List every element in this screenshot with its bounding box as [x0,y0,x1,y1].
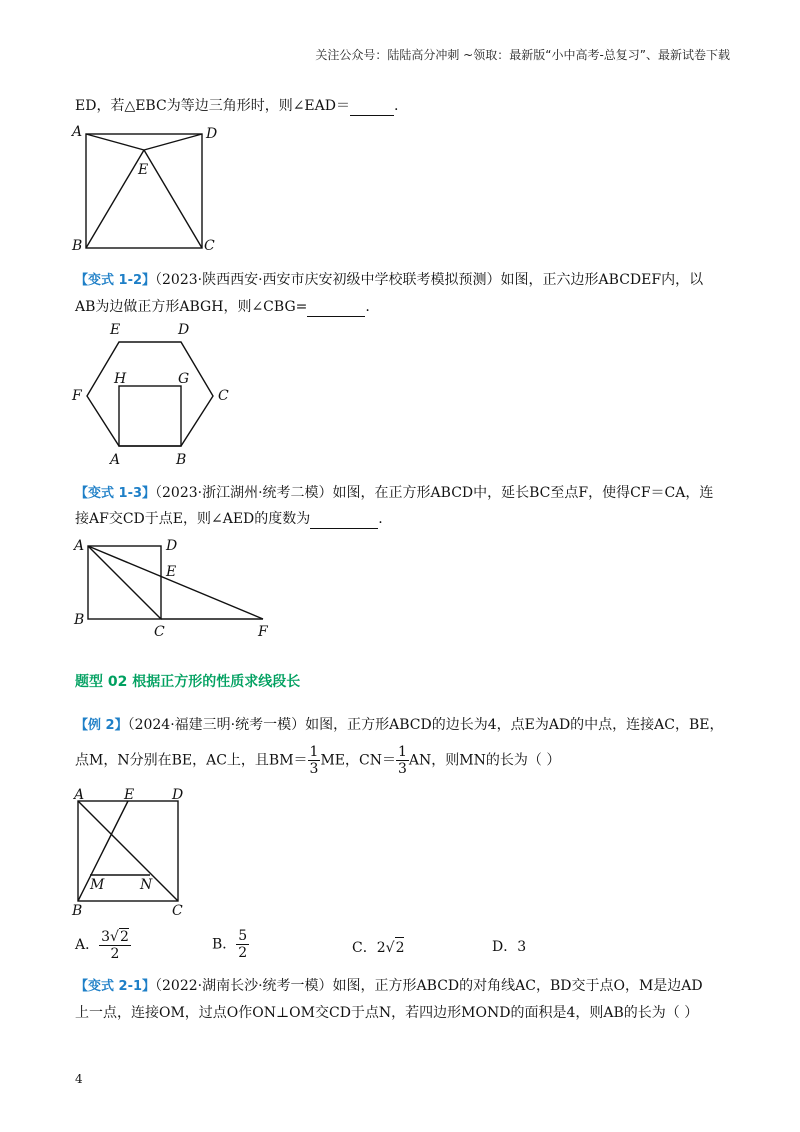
label-F: F [72,388,82,404]
answer-blank [310,513,378,529]
label-G: G [178,371,190,387]
label-N: N [140,877,153,893]
question-text: ED，若△EBC为等边三角形时，则∠EAD＝ [75,98,350,114]
fraction-one-third: $\frac{1}{3}$ [309,744,319,777]
label-F: F [258,624,268,640]
period: . [365,299,370,315]
question-text: （2023·浙江湖州·统考二模）如图，在正方形ABCD中，延长BC至点F，使得CF＝CA，连 [155,485,714,501]
fraction-one-third: $\frac{1}{3}$ [398,744,407,777]
label-C: C [172,903,183,917]
variant-1-2-line1 [75,270,703,291]
variant-1-3-line1 [75,483,713,504]
answer-blank [350,100,394,116]
label-C: C [204,238,215,254]
option-d[interactable] [492,937,526,957]
label-B: B [72,238,83,254]
label-H: H [114,371,127,387]
figure-hexagon-square [68,320,248,470]
question-text: 上一点，连接OM，过点O作ON⊥OM交CD于点N，若四边形MOND的面积是4，则AB的长为（ ） [75,1005,699,1021]
label-B: B [72,903,83,917]
figure-square-extension [68,534,283,644]
label-M: M [90,877,105,893]
page-header: 关注公众号：陆陆高分冲刺 ~领取：最新版“小中高考-总复习”、最新试卷下载 [315,48,730,62]
question-text: 点M，N分别在BE，AC上，且BM＝ [75,752,308,769]
answer-blank [307,301,365,317]
question-text: （2022·湖南长沙·统考一模）如图，正方形ABCD的对角线AC，BD交于点O，M是边AD [155,978,703,994]
variant-1-3-line2 [75,509,383,529]
label-E: E [124,787,135,803]
option-d-value: 3 [517,939,527,955]
variant-2-1-line2 [75,1003,698,1023]
section-heading: 题型 02 根据正方形的性质求线段长 [75,674,301,690]
period: . [378,511,383,527]
label-A: A [110,452,121,468]
label-A: A [74,787,85,803]
example-tag: 【例 2】 [75,718,128,733]
option-label: D． [492,939,518,955]
option-b[interactable] [212,928,249,961]
question-text: （2023·陕西西安·西安市庆安初级中学校联考模拟预测）如图，正六边形ABCDEF内，以 [155,272,704,288]
option-b-value: $\frac{5}{2}$ [238,928,248,961]
label-A: A [72,124,83,140]
label-E: E [138,162,149,178]
option-label: A． [75,937,100,953]
label-D: D [172,787,184,803]
page-number: 4 [75,1072,83,1086]
option-c-coef: 2 [376,940,386,956]
question-text: AN，则MN的长为（ ） [408,752,561,769]
question-text: （2024·福建三明·统考一模）如图，正方形ABCD的边长为4，点E为AD的中点，连接AC，BE， [127,717,724,733]
variant-tag: 【变式 1-2】 [75,273,156,288]
question-text: 接AF交CD于点E，则∠AED的度数为 [75,511,311,527]
label-E: E [166,564,177,580]
option-a[interactable] [75,928,131,962]
variant-2-1-line1 [75,976,703,997]
option-c-radicand: 2 [395,937,405,958]
figure-square-triangle [68,120,228,255]
question-continuation [75,96,398,116]
question-text: ME，CN＝ [320,752,396,769]
figure-square-mn [68,787,198,917]
label-C: C [218,388,229,404]
label-D: D [206,126,218,142]
label-E: E [110,322,121,338]
label-B: B [74,612,85,628]
variant-tag: 【变式 2-1】 [75,979,156,994]
example-2-line1 [75,715,724,736]
label-D: D [166,538,178,554]
variant-tag: 【变式 1-3】 [75,486,156,501]
question-text: AB为边做正方形ABGH，则∠CBG= [75,299,308,315]
example-2-line2 [75,744,560,777]
option-a-value: $\frac{3√2}{2}$ [101,929,129,962]
variant-1-2-line2 [75,297,370,317]
option-c[interactable]: C．2√2 [352,937,404,958]
label-A: A [74,538,85,554]
option-label: B． [212,936,237,953]
label-D: D [178,322,190,338]
option-label: C． [352,940,377,956]
period: . [393,98,399,114]
label-C: C [154,624,165,640]
label-B: B [176,452,187,468]
